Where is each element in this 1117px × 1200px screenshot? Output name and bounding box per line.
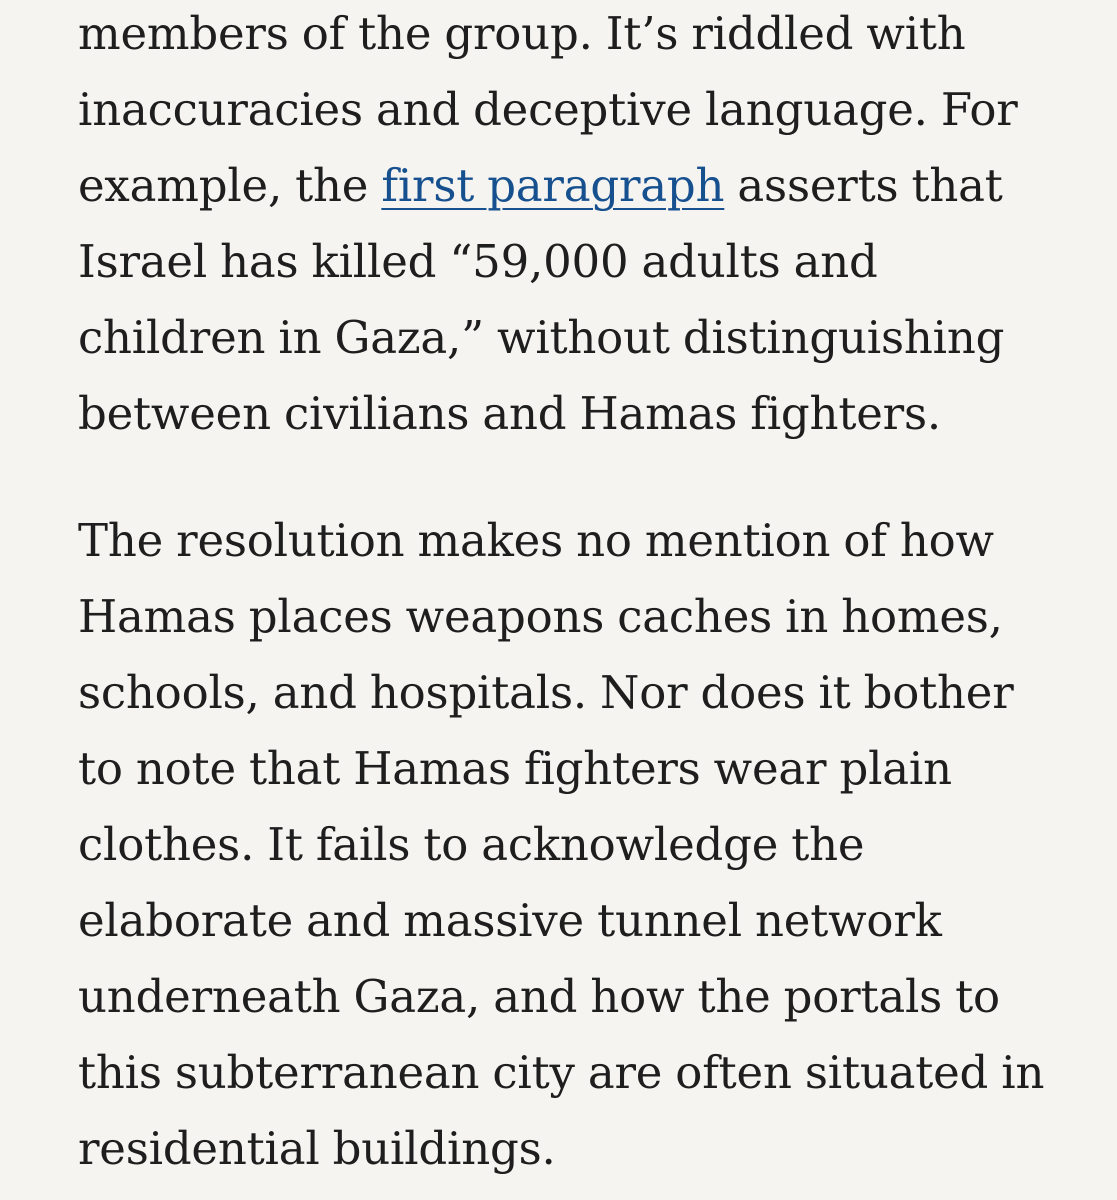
text-line: Israel has killed “59,000 adults and bbox=[78, 235, 878, 288]
text-line: schools, and hospitals. Nor does it bother bbox=[78, 666, 1014, 719]
text-line: between civilians and Hamas fighters. bbox=[78, 387, 941, 440]
text-line: The resolution makes no mention of how bbox=[78, 514, 994, 567]
text-segment: asserts that bbox=[724, 159, 1003, 212]
text-line: children in Gaza,” without distinguishing bbox=[78, 311, 1005, 364]
paragraph-2 bbox=[78, 503, 1044, 1187]
text-line: underneath Gaza, and how the portals to bbox=[78, 970, 1000, 1023]
text-line: Hamas places weapons caches in homes, bbox=[78, 590, 1003, 643]
text-line: elaborate and massive tunnel network bbox=[78, 894, 942, 947]
text-line: clothes. It fails to acknowledge the bbox=[78, 818, 865, 871]
text-line: this subterranean city are often situated in bbox=[78, 1046, 1045, 1099]
paragraph-1 bbox=[78, 0, 1018, 452]
text-segment: example, the bbox=[78, 159, 382, 212]
first-paragraph-link[interactable]: first paragraph bbox=[381, 159, 725, 212]
text-line: residential buildings. bbox=[78, 1122, 556, 1175]
text-line: to note that Hamas fighters wear plain bbox=[78, 742, 952, 795]
text-line: members of the group. It’s riddled with bbox=[78, 7, 966, 60]
text-line-with-link bbox=[78, 148, 1018, 224]
text-line: inaccuracies and deceptive language. For bbox=[78, 83, 1018, 136]
